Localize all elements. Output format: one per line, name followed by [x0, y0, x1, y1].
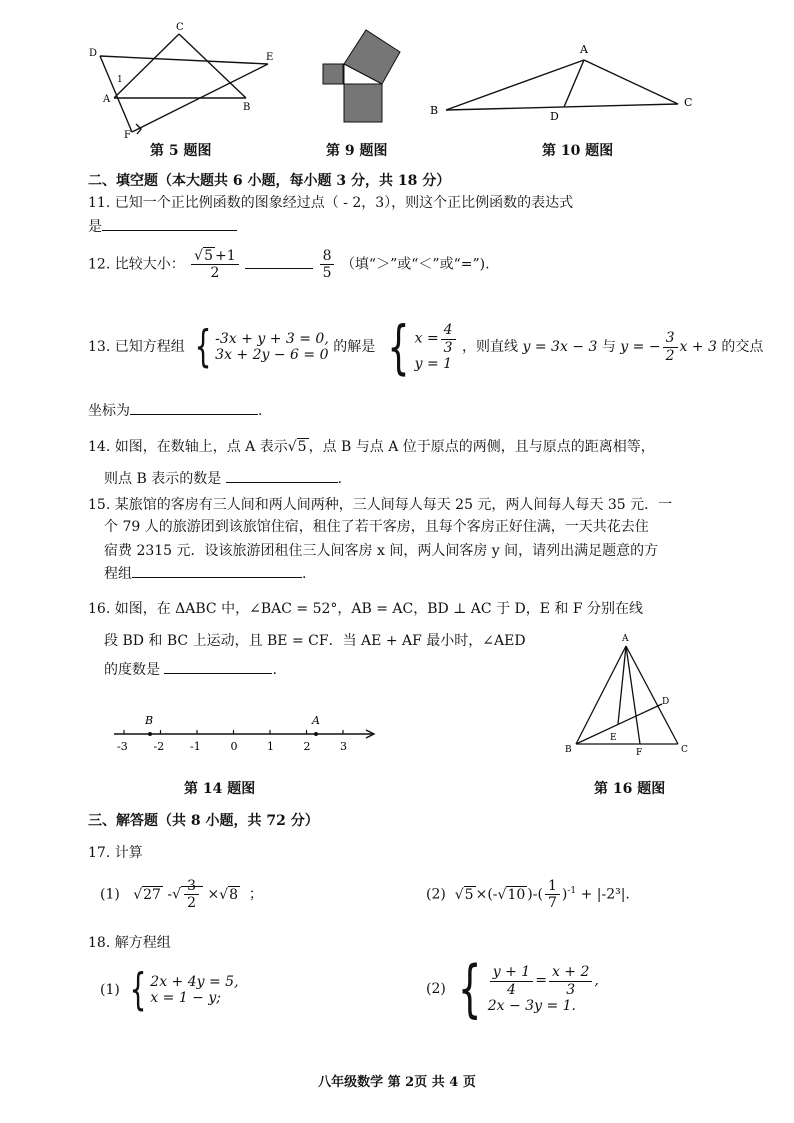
- q18-p2-eq2: 2x − 3y = 1.: [487, 997, 576, 1014]
- q11-line2: [88, 216, 237, 236]
- q17-p1-r27: 27: [143, 886, 161, 903]
- fig14-tick-label: 1: [267, 740, 274, 753]
- q13-suffix: 的交点: [721, 339, 764, 355]
- q12-frac2-den: 5: [322, 265, 332, 282]
- q13-sol-x-den: 3: [443, 339, 453, 356]
- q18-part1: [100, 964, 239, 1015]
- q18-p2-n2: x + 2: [549, 964, 592, 981]
- q15-line1: 15. 某旅馆的客房有三人间和两人间两种，三人间每人每天 25 元，两人间每人每天 35 元．一: [88, 497, 673, 513]
- figure-14-number-line: [110, 710, 380, 756]
- q13-line2-num: 3: [663, 330, 678, 347]
- q13-system: { -3x + y + 3 = 0, 3x + 2y − 6 = 0: [194, 321, 329, 372]
- fig14-tick-label: -2: [153, 740, 165, 753]
- q17-p2-num: 1: [545, 878, 560, 895]
- fig5-label-D: D: [89, 48, 98, 59]
- q15-line3: 宿费 2315 元．设该旅游团租住三人间客房 x 间，两人间客房 y 间，请列出满足题意的方: [104, 543, 659, 559]
- q15-line2: 个 79 人的旅游团到该旅馆住宿，租住了若干客房，且每个客房正好住满，一天共花去住: [104, 519, 649, 535]
- q18-p2-label: (2): [426, 981, 446, 997]
- fig14-tick-label: -3: [117, 740, 128, 753]
- q11-line1: 11. 已知一个正比例函数的图象经过点（ - 2，3），则这个正比例函数的表达式: [88, 195, 574, 211]
- q13-mid: 的解是: [333, 339, 376, 355]
- q13-yu: 与: [601, 339, 616, 355]
- q13-line2-den: 2: [665, 347, 675, 364]
- q18-part2: [426, 952, 599, 1025]
- q12-frac1-den: 2: [210, 265, 220, 282]
- q17-p1-num: 3: [184, 878, 199, 895]
- q14-answer-blank[interactable]: [226, 468, 338, 483]
- section-3-title: 三、解答题（共 8 小题，共 72 分）: [88, 813, 319, 829]
- figure-5: [86, 20, 276, 138]
- fig16-label-D: D: [662, 697, 670, 707]
- q18-p2-d2: 3: [566, 981, 576, 998]
- q16-line3: [104, 659, 277, 679]
- q17-part1: (1) √27 -√ $\frac{3}{2}$ ×√8 ；: [100, 878, 263, 912]
- q13-prefix: 13. 已知方程组: [88, 339, 185, 355]
- q17-p1-end: ；: [248, 886, 263, 903]
- q12-frac1-num: +1: [215, 248, 236, 264]
- q13-next: [88, 400, 262, 420]
- q17-p1-den: 2: [187, 895, 196, 912]
- q18-p2-eq: =: [535, 973, 547, 989]
- q13: [88, 313, 764, 381]
- q16-answer-blank[interactable]: [164, 659, 272, 674]
- q18-p2-d1: 4: [507, 981, 516, 998]
- q14-line1-a: 14. 如图，在数轴上，点 A 表示: [88, 439, 288, 455]
- q15-line4-text: 程组: [104, 566, 132, 582]
- q15-answer-blank[interactable]: [132, 563, 302, 578]
- q15-end: .: [302, 566, 307, 582]
- q12-prefix: 12. 比较大小：: [88, 256, 185, 273]
- q17-p2-den: 7: [547, 895, 557, 912]
- fig10-label-C: C: [684, 96, 693, 109]
- fig14-tick-label: 0: [230, 740, 238, 753]
- q13-mid2: ，则直线: [462, 339, 519, 355]
- q14-line1: 14. 如图，在数轴上，点 A 表示√5 ，点 B 与点 A 位于原点的两侧，且与原点的距离相等，: [88, 439, 655, 455]
- fig14-tick-label: 2: [303, 740, 311, 753]
- fig5-label-A: A: [103, 94, 111, 105]
- section-2-title: 二、填空题（本大题共 6 小题，每小题 3 分，共 18 分）: [88, 173, 451, 189]
- fig14-label-B: B: [145, 714, 154, 727]
- fig5-caption: 第 5 题图: [150, 143, 212, 159]
- fig16-label-E: E: [610, 733, 617, 743]
- q17-p2-r5: 5: [464, 886, 474, 903]
- q17-part2: (2) √5 ×(-√10 )-( $\frac{1}{7}$ )$^{-1}$ + |-2³|.: [426, 878, 630, 912]
- fig5-label-E: E: [266, 52, 274, 63]
- fig16-label-C: C: [681, 745, 688, 755]
- q12: [88, 248, 490, 281]
- fig5-label-C: C: [176, 22, 184, 33]
- q17-p1-times: ×: [207, 886, 220, 903]
- q17-p1-r8: 8: [229, 886, 239, 903]
- fig14-tick-label: 3: [340, 740, 347, 753]
- fig5-label-B: B: [243, 102, 251, 113]
- q16-end: .: [272, 662, 277, 678]
- fig9-caption: 第 9 题图: [326, 143, 388, 159]
- q18-p2-n1: y + 1: [490, 964, 533, 981]
- q13-next-text: 坐标为: [88, 403, 130, 419]
- q13-eq1: -3x + y + 3 = 0,: [215, 331, 329, 347]
- q13-sol-y: y = 1: [414, 355, 453, 372]
- q12-suffix: （填“＞”或“＜”或“=”).: [340, 256, 490, 273]
- q18-p2-system: { $\frac{y + 1}{4}$ = $\frac{x + 2}{3}$ , 2x − 3y = 1.: [458, 952, 599, 1025]
- q16-line1: 16. 如图，在 ΔABC 中，∠BAC = 52°，AB = AC，BD ⊥ AC 于 D，E 和 F 分别在线: [88, 601, 644, 617]
- fig16-label-A: A: [622, 634, 629, 644]
- fig10-label-D: D: [550, 110, 559, 123]
- q17-p2-tail: + |-2³|.: [580, 886, 630, 903]
- q17-title: 17. 计算: [88, 845, 143, 861]
- fig14-point-B: [148, 732, 152, 736]
- fig16-caption: 第 16 题图: [594, 781, 666, 797]
- q17-p2-times: ×: [475, 886, 488, 903]
- q11-answer-blank[interactable]: [102, 216, 237, 231]
- q18-p1-eq1: 2x + 4y = 5,: [150, 974, 239, 990]
- q17-p2-r10: 10: [507, 886, 526, 903]
- fig14-caption: 第 14 题图: [184, 781, 256, 797]
- q13-line2-pre: y = −: [620, 339, 661, 355]
- q13-line1: y = 3x − 3: [522, 339, 598, 355]
- q18-p1-system: { 2x + 4y = 5, x = 1 − y;: [129, 964, 239, 1015]
- fig10-caption: 第 10 题图: [542, 143, 614, 159]
- fig10-label-A: A: [580, 43, 588, 56]
- q14-line2: [104, 468, 342, 488]
- fig14-label-A: A: [312, 714, 320, 727]
- q17-p1-label: (1): [100, 886, 120, 903]
- figure-16: [560, 630, 700, 756]
- fig5-label-1: 1: [117, 75, 123, 85]
- q11-line2-text: 是: [88, 219, 102, 235]
- q13-sol-x: x =: [414, 331, 439, 347]
- q18-p1-eq2: x = 1 − y;: [150, 990, 221, 1006]
- fig14-point-A: [314, 732, 318, 736]
- q18-p1-label: (1): [100, 982, 120, 998]
- q12-fraction-2: [320, 248, 335, 281]
- q12-fraction-1: $\frac{√5 +1}{2}$: [191, 248, 238, 281]
- q17-p2-label: (2): [426, 886, 446, 903]
- page-footer: 八年级数学 第 2页 共 4 页: [318, 1075, 476, 1090]
- q14-line1-b: ，点 B 与点 A 位于原点的两侧，且与原点的距离相等，: [308, 439, 655, 455]
- q15-line4: [104, 563, 306, 583]
- q12-frac2-num: 8: [320, 248, 335, 265]
- q13-eq2: 3x + 2y − 6 = 0: [215, 347, 329, 363]
- fig5-label-F: F: [124, 130, 131, 138]
- q14-end: .: [337, 471, 343, 487]
- q13-solution: { x = $\frac{4}{3}$ y = 1: [380, 318, 458, 376]
- q12-answer-blank[interactable]: [245, 254, 313, 269]
- q14-line2-text: 则点 B 表示的数是: [104, 471, 222, 487]
- figure-10: [426, 40, 698, 126]
- fig16-label-B: B: [565, 745, 572, 755]
- q13-sol-x-num: 4: [441, 322, 456, 339]
- fig14-tick-label: -1: [190, 740, 201, 753]
- q17-p1-minus: -: [167, 886, 173, 903]
- q16-line2: 段 BD 和 BC 上运动，且 BE = CF．当 AE + AF 最小时，∠AED: [104, 633, 526, 649]
- q18-title: 18. 解方程组: [88, 935, 171, 951]
- q13-line2-post: x + 3: [679, 339, 717, 355]
- q16-line3-text: 的度数是: [104, 662, 160, 678]
- figure-9: [318, 26, 402, 124]
- q13-answer-blank[interactable]: [130, 400, 258, 415]
- fig10-label-B: B: [430, 104, 439, 117]
- q17-p2-exp: -1: [567, 885, 577, 896]
- fig16-label-F: F: [636, 748, 643, 756]
- q18-p2-comma: ,: [594, 973, 599, 989]
- q13-end: .: [258, 403, 263, 419]
